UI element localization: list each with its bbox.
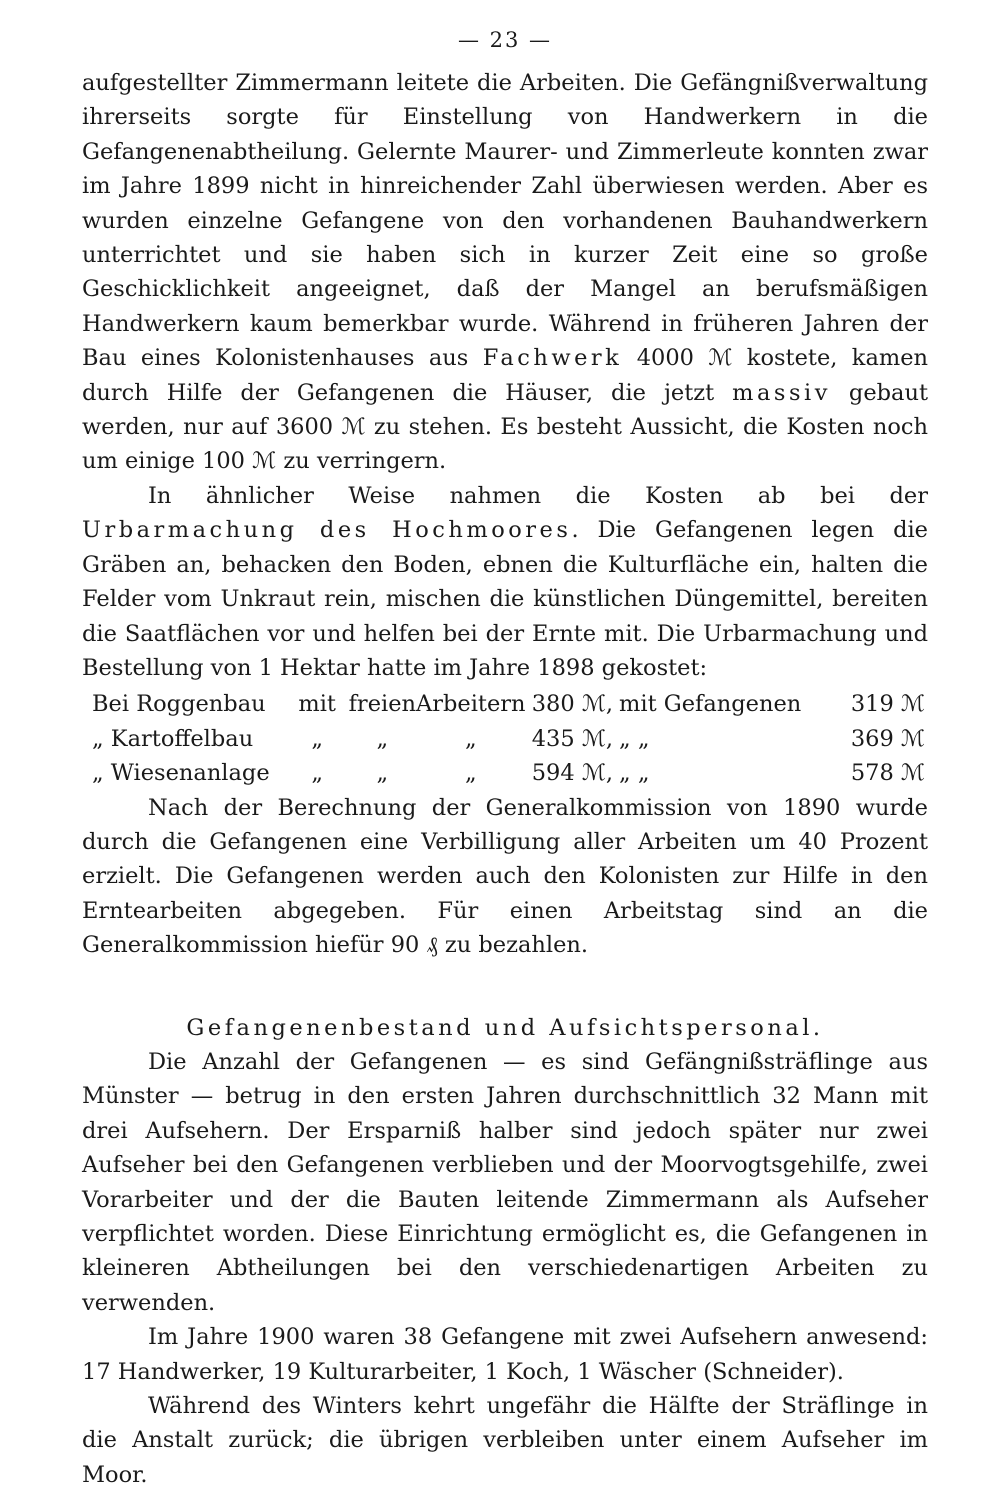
text-block-after-heading [82, 1045, 928, 1492]
paragraph-p1 [82, 66, 928, 479]
ditto-mark: Arbeitern [416, 691, 526, 718]
text-run: Im Jahre 1900 waren 38 Gefangene mit zwei Aufsehern anwesend: 17 Handwerker, 19 Kulturarbeiter, 1 Koch, 1 Wäscher (Schneider). [82, 1324, 928, 1385]
paragraph-p4 [82, 1045, 928, 1320]
crop-label: „ Wiesenanlage [92, 760, 270, 787]
cost-free-workers: 594 ℳ, [531, 760, 614, 787]
text-run: . Die Gefangenen legen die Gräben an, behacken den Boden, ebnen die Kulturfläche ein, halten die Felder vom Unkraut rein, mischen die künstlichen Düngemittel, bereiten die Saatflächen vor und helfen bei der Ernte mit. Die Urbarmachung und Bestellung von 1 Hektar hatte im Jahre 1898 gekostet: [82, 517, 928, 681]
paragraph-p5 [82, 1320, 928, 1389]
crop-label: Bei Roggenbau [92, 691, 266, 718]
prisoner-label: „ „ [619, 725, 650, 752]
prisoner-label: „ „ [619, 760, 650, 787]
ditto-mark: „ [311, 760, 323, 787]
table-row [84, 756, 929, 790]
ditto-mark: „ [464, 760, 477, 787]
ditto-mark: „ [464, 725, 477, 752]
cost-free-workers: 435 ℳ, [531, 725, 614, 752]
section-heading: Gefangenenbestand und Aufsichtspersonal. [186, 1014, 824, 1041]
cost-prisoners: 369 ℳ [850, 725, 925, 752]
text-block-before-table [82, 66, 928, 685]
paragraph-p2 [82, 479, 928, 685]
ditto-mark: „ [376, 760, 389, 787]
cost-prisoners: 578 ℳ [850, 760, 925, 787]
paragraph-p3 [82, 791, 928, 963]
ditto-mark: „ [311, 725, 323, 752]
text-block-after-table [82, 791, 928, 963]
prisoner-label: mit Gefangenen [619, 691, 802, 718]
table-row [84, 687, 929, 721]
cost-table [84, 687, 929, 790]
emphasized-text: Urbarmachung des Hochmoores [82, 517, 572, 544]
ditto-mark: „ [376, 725, 389, 752]
text-run: gebaut werden, nur auf 3600 ℳ zu stehen. Es besteht Aussicht, die Kosten noch um einige 100 ℳ zu verringern. [82, 379, 928, 475]
ditto-mark: freien [348, 691, 417, 718]
emphasized-text: Fachwerk [482, 345, 623, 372]
ditto-mark: mit [298, 691, 336, 718]
text-run: Während des Winters kehrt ungefähr die Hälfte der Sträflinge in die Anstalt zurück; die übrigen verbleiben unter einem Aufseher im Moor. [82, 1393, 928, 1488]
paragraph-p6 [82, 1389, 928, 1492]
text-run: In ähnlicher Weise nahmen die Kosten ab bei der [148, 482, 928, 509]
text-run: Die Anzahl der Gefangenen — es sind Gefängnißsträflinge aus Münster — betrug in den ersten Jahren durchschnittlich 32 Mann mit drei Aufsehern. Der Ersparniß halber sind jedoch später nur zwei Aufseher bei den Gefangenen verblieben und der Moorvogtsgehilfe, zwei Vorarbeiter und der die Bauten leitende Zimmermann als Aufseher verpflichtet worden. Diese Einrichtung ermöglicht es, die Gefangenen in kleineren Abtheilungen bei den verschiedenartigen Arbeiten zu verwenden. [82, 1048, 928, 1316]
text-run: aufgestellter Zimmermann leitete die Arbeiten. Die Gefängnißverwaltung ihrerseits sorgte für Einstellung von Handwerkern in die Gefangenenabtheilung. Gelernte Maurer- und Zimmerleute konnten zwar im Jahre 1899 nicht in hinreichender Zahl überwiesen werden. Aber es wurden einzelne Gefangene von den vorhandenen Bauhandwerkern unterrichtet und sie haben sich in kurzer Zeit eine so große Geschicklichkeit angeeignet, daß der Mangel an berufsmäßigen Handwerkern kaum bemerkbar wurde. Während in früheren Jahren der Bau eines Kolonistenhauses aus [82, 70, 928, 372]
table-row [84, 722, 929, 756]
cost-free-workers: 380 ℳ, [531, 691, 614, 718]
page-number: — 23 — [457, 28, 553, 52]
text-run: 4000 ℳ kostete, kamen durch Hilfe der Gefangenen die Häuser, die jetzt [82, 345, 928, 406]
text-run: Nach der Berechnung der Generalkommission von 1890 wurde durch die Gefangenen eine Verbilligung aller Arbeiten um 40 Prozent erzielt. Die Gefangenen werden auch den Kolonisten zur Hilfe in den Erntearbeiten abgegeben. Für einen Arbeitstag sind an die Generalkommission hiefür 90 ₰ zu bezahlen. [82, 794, 928, 959]
emphasized-text: massiv [732, 379, 831, 406]
crop-label: „ Kartoffelbau [92, 725, 254, 752]
cost-prisoners: 319 ℳ [850, 691, 925, 718]
